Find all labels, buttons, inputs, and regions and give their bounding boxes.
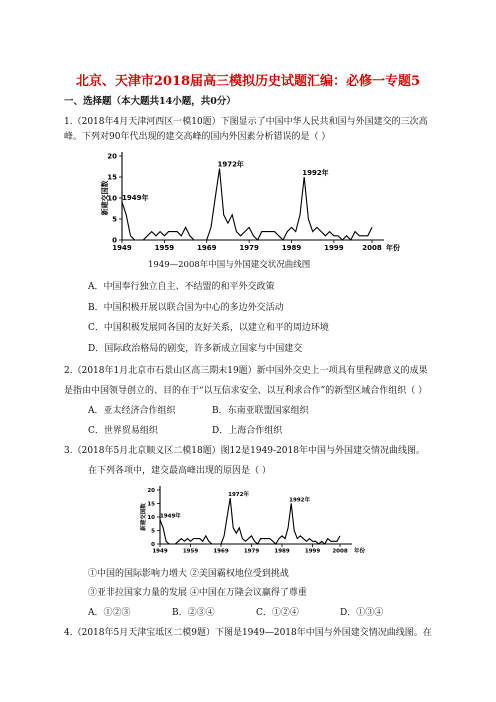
x-tick-label: 1979 (243, 548, 260, 555)
q3-stem-line2: 在下列各项中，建交最高峰出现的原因是（ ） (88, 466, 271, 476)
q4-stem-line1: 4.（2018年5月天津宝坻区二模9题）下图是1949—2018年中国与外国建交情况曲线图。在 (64, 628, 432, 638)
y-tick-label: 10 (147, 514, 155, 521)
q2-option-d[interactable]: D．上海合作组织 (212, 426, 283, 436)
q2-option-c[interactable]: C．世界贸易组织 (88, 426, 158, 436)
y-tick-label: 0 (112, 236, 117, 245)
x-axis-label: 年份 (354, 548, 366, 555)
section-heading: 一、选择题（本大题共14小题，共0分） (64, 96, 236, 107)
q1-option-a[interactable]: A．中国奉行独立自主、不结盟的和平外交政策 (88, 282, 275, 292)
series-line (160, 498, 340, 544)
q3-chart (138, 484, 364, 558)
q2-option-b[interactable]: B．东南亚联盟国家组织 (212, 406, 309, 416)
peak-annotation: 1972年 (228, 492, 249, 499)
x-tick-label: 1949 (152, 548, 168, 555)
x-tick-label: 1999 (324, 244, 344, 252)
q1-stem-line1: 1.（2018年4月天津河西区一模10题）下图显示了中国中华人民共和国与外国建交的三次高 (64, 117, 428, 127)
peak-annotation: 1949年 (160, 513, 181, 520)
y-tick-label: 15 (107, 173, 117, 182)
q1-option-d[interactable]: D．国际政治格局的剧变，许多新成立国家与中国建交 (88, 344, 303, 354)
y-tick-label: 5 (112, 215, 117, 224)
x-tick-label: 2008 (332, 548, 348, 555)
x-tick-label: 1969 (213, 548, 229, 555)
q3-option-b[interactable]: B．②③④ (172, 608, 215, 618)
x-tick-label: 1999 (304, 548, 321, 555)
x-tick-label: 1959 (154, 244, 175, 252)
peak-annotation: 1972年 (217, 160, 244, 169)
y-tick-label: 20 (107, 152, 117, 161)
y-axis-label: 新建交国数 (101, 180, 109, 216)
q1-chart-caption: 1949—2008年中国与外国建交状况曲线图 (148, 260, 311, 270)
q2-stem-line1: 2.（2018年1月北京市石景山区高三期末19题）新中国外交史上一项具有里程碑意义的成果 (64, 366, 428, 376)
peak-annotation: 1949年 (122, 194, 149, 203)
q2-option-a[interactable]: A．亚太经济合作组织 (88, 406, 176, 416)
q3-option-d[interactable]: D．①③④ (340, 608, 384, 618)
q1-stem-line2: 峰。下列对90年代出现的建交高峰的国内外因素分析错误的是（ ） (64, 132, 331, 142)
y-tick-label: 5 (151, 528, 155, 535)
q3-stem-line1: 3.（2018年5月北京顺义区二模18题）图12是1949-2018年中国与外国建交情况曲线图。 (64, 446, 425, 456)
q3-items-line1: ①中国的国际影响力增大 ②美国霸权地位受到挑战 (88, 569, 289, 579)
y-tick-label: 10 (107, 194, 117, 203)
q1-option-c[interactable]: C．中国积极发展同各国的友好关系，以建立和平的周边环境 (88, 323, 329, 333)
x-tick-label: 1969 (197, 244, 217, 252)
x-tick-label: 1989 (274, 548, 290, 555)
q3-items-line2: ③亚非拉国家力量的发展 ④中国在万隆会议赢得了尊重 (88, 588, 307, 598)
y-tick-label: 20 (147, 487, 155, 494)
x-tick-label: 1979 (239, 244, 259, 252)
y-tick-label: 15 (147, 501, 155, 508)
series-line (122, 169, 372, 240)
peak-annotation: 1992年 (289, 497, 310, 504)
q1-option-b[interactable]: B．中国积极开展以联合国为中心的多边外交活动 (88, 303, 284, 313)
x-tick-label: 1959 (182, 548, 199, 555)
page-title: 北京、天津市2018届高三模拟历史试题汇编：必修一专题5 (75, 74, 421, 89)
x-tick-label: 1949 (112, 244, 132, 252)
q1-chart (100, 148, 400, 256)
x-tick-label: 2008 (362, 244, 382, 252)
x-tick-label: 1989 (281, 244, 302, 252)
y-axis-label: 新建交国数 (141, 503, 147, 531)
peak-annotation: 1992年 (302, 169, 329, 177)
q3-option-a[interactable]: A．①②③ (88, 608, 131, 618)
q2-stem-line2: 是指由中国领导创立的、目的在于“以互信求安全、以互利求合作”的新型区域合作组织（ ） (64, 386, 428, 396)
y-tick-label: 0 (151, 541, 155, 548)
x-axis-label: 年份 (386, 244, 400, 252)
q3-option-c[interactable]: C．①②④ (256, 608, 299, 618)
